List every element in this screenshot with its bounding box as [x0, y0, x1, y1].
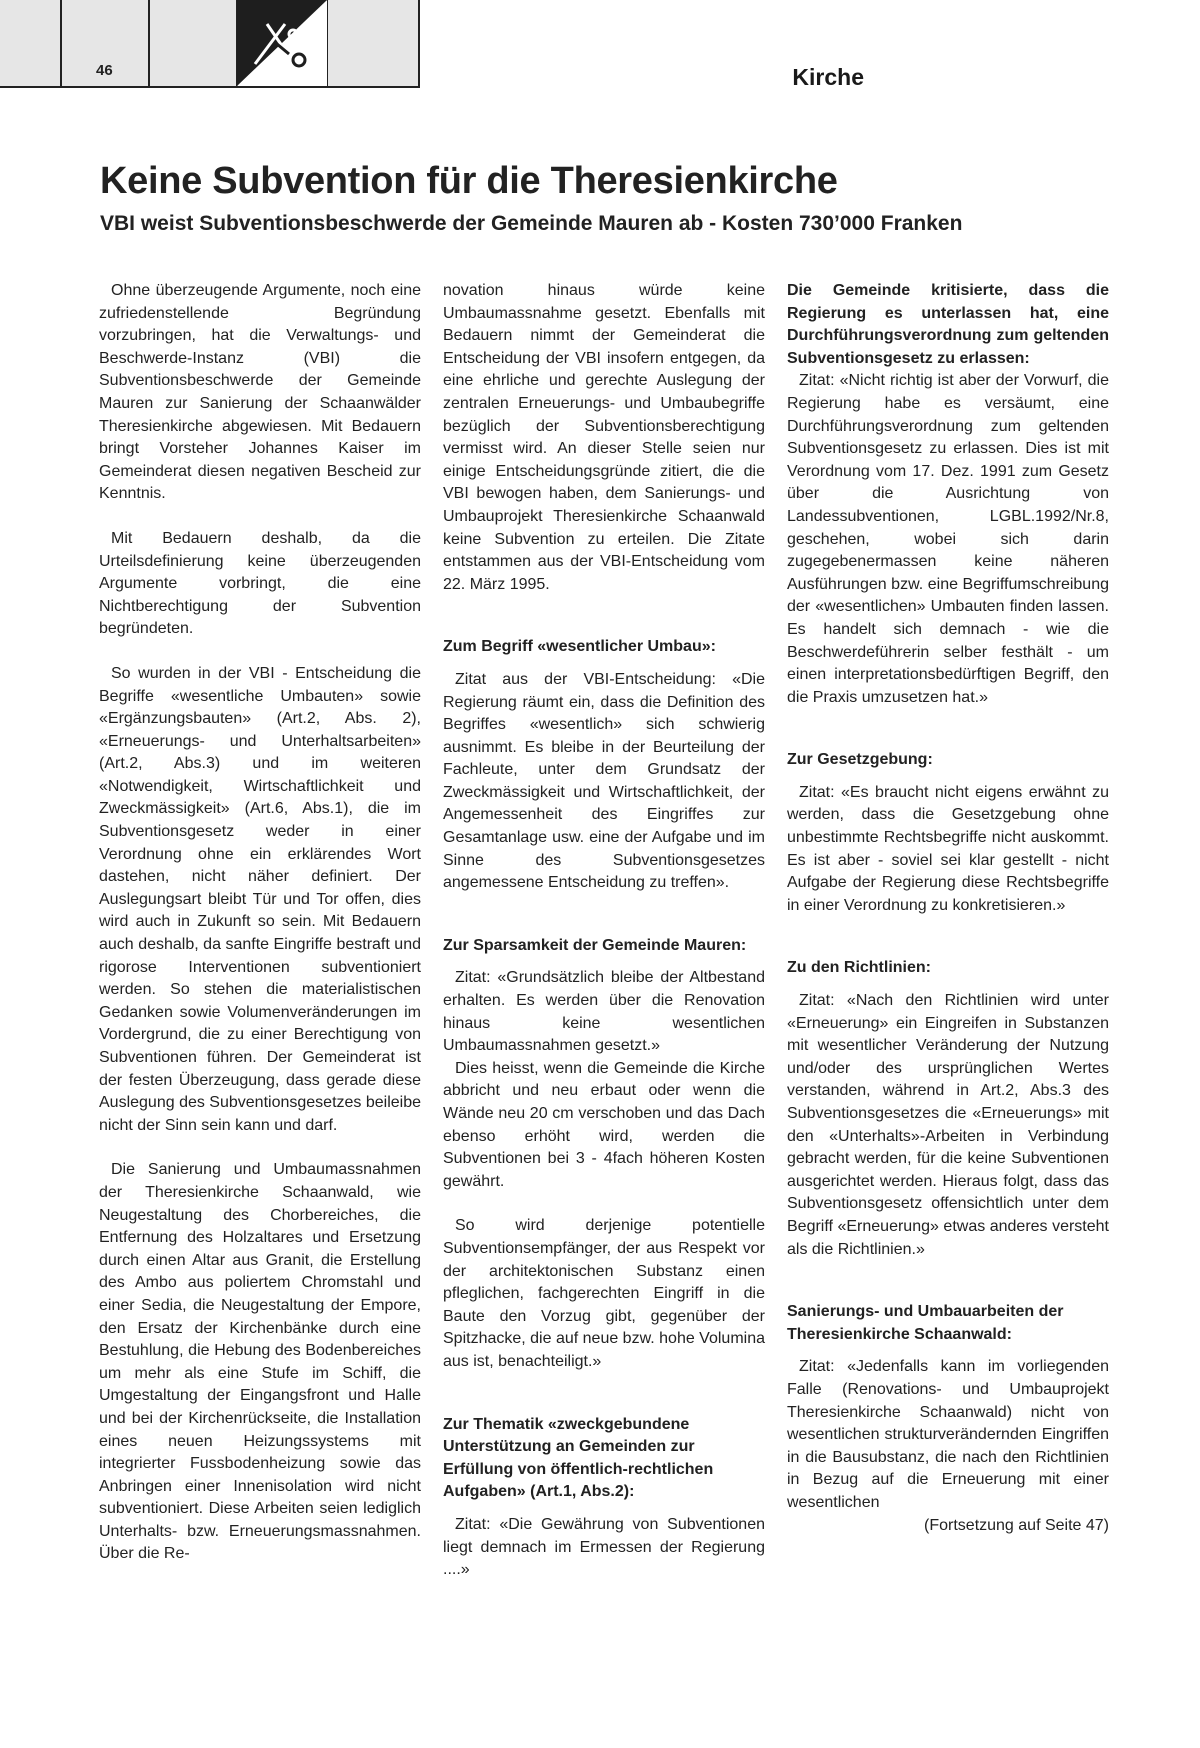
paragraph: Zitat aus der VBI-Entscheidung: «Die Regierung räumt ein, dass die Definition des Begriffes «wesentlich» sich schwierig ausnimmt. Es bleibe in der Beurteilung der Fachleute, unter dem Grundsatz der Zweckmässigkeit und Wirtschaftlichkeit, der Angemessenheit des Eingriffes zur Gesamtanlage usw. eine der Aufgabe und im Sinne des Subventionsgesetzes angemessene Entscheidung zu treffen».: [443, 670, 765, 892]
column-2: [443, 280, 765, 1582]
paragraph: Mit Bedauern deshalb, da die Urteilsdefinierung keine überzeugenden Argumente vorbringt, die eine Nichtberechtigung der Subvention begründeten.: [99, 529, 421, 638]
subheading: Die Gemeinde kritisierte, dass die Regierung es unterlassen hat, eine Durchführungsverordnung zum geltenden Subventionsgesetz zu erlassen:: [787, 282, 1109, 367]
header-bar: [0, 0, 420, 88]
article-subtitle: VBI weist Subventionsbeschwerde der Gemeinde Mauren ab - Kosten 730’000 Franken: [100, 212, 963, 235]
subheading: Zur Thematik «zweckgebundene Unterstützung an Gemeinden zur Erfüllung von öffentlich-rechtlichen Aufgaben» (Art.1, Abs.2):: [443, 1415, 714, 1501]
subheading: Zur Sparsamkeit der Gemeinde Mauren:: [443, 936, 747, 954]
header-divider: [148, 0, 150, 86]
coat-of-arms-icon: [237, 0, 327, 86]
paragraph: novation hinaus würde keine Umbaumassnahme gesetzt. Ebenfalls mit Bedauern nimmt der Gemeinderat die Entscheidung der VBI insofern entgegen, da eine ehrliche und gerechte Auslegung der zentralen Erneuerungs- und Umbaubegriffe bezüglich der Subventionsberechtigung vermisst wird. An dieser Stelle seien nur einige Entscheidungsgründe zitiert, die die VBI bewogen haben, dem Sanierungs- und Umbauprojekt Theresienkirche Schaanwald keine Subvention zu erteilen. Die Zitate entstammen aus der VBI-Entscheidung vom 22. März 1995.: [443, 282, 765, 593]
section-label: Kirche: [792, 64, 864, 90]
paragraph: Ohne überzeugende Argumente, noch eine zufriedenstellende Begründung vorzubringen, hat die Verwaltungs- und Beschwerde-Instanz (VBI) die Subventionsbeschwerde der Gemeinde Mauren zur Sanierung der Schaanwälder Theresienkirche abgewiesen. Mit Bedauern bringt Vorsteher Johannes Kaiser im Gemeinderat diesen negativen Bescheid zur Kenntnis.: [99, 282, 421, 503]
article-title: Keine Subvention für die Theresienkirche: [100, 160, 838, 202]
subheading: Zu den Richtlinien:: [787, 959, 931, 977]
header-divider: [418, 0, 420, 86]
paragraph: Zitat: «Grundsätzlich bleibe der Altbestand erhalten. Es werden über die Renovation hinaus keine wesentlichen Umbaumassnahmen gesetzt.»: [443, 969, 765, 1055]
subheading: Zur Gesetzgebung:: [787, 751, 933, 769]
continuation-note: (Fortsetzung auf Seite 47): [924, 1516, 1109, 1534]
page-number: 46: [96, 62, 113, 79]
header-divider: [60, 0, 62, 86]
paragraph: So wird derjenige potentielle Subventionsempfänger, der aus Respekt vor der architektonischen Substanz einen pfleglichen, fachgerechten Eingriff in die Baute den Vorzug gibt, gegenüber der Spitzhacke, die auf neue bzw. hohe Volumina aus ist, benachteiligt.»: [443, 1217, 765, 1370]
paragraph: Zitat: «Es braucht nicht eigens erwähnt zu werden, dass die Gesetzgebung ohne unbestimmte Rechtsbegriffe nicht auskommt. Es ist aber - soviel sei klar gestellt - nicht Aufgabe der Regierung diese Rechtsbegriffe in einer Verordnung zu konkretisieren.»: [787, 783, 1109, 914]
column-1: [99, 280, 421, 1566]
paragraph: Die Sanierung und Umbaumassnahmen der Theresienkirche Schaanwald, wie Neugestaltung des Chorbereiches, die Entfernung des Holzaltares und Ersetzung durch einen Altar aus Granit, die Erstellung des Ambo aus poliertem Chromstahl und einer Sedia, die Neugestaltung der Empore, den Ersatz der Kirchenbänke durch eine Bestuhlung, die Hebung des Bodenbereiches um mehr als eine Stufe im Schiff, die Umgestaltung der Eingangsfront und Halle und bei der Kirchenrückseite, die Installation eines neuen Heizungssystems mit integrierter Fussbodenheizung sowie das Anbringen einer Innenisolation wird nicht subventioniert. Diese Arbeiten seien lediglich Unterhalts- bzw. Erneuerungsmassnahmen. Über die Re-: [99, 1161, 421, 1563]
subheading: Sanierungs- und Umbauarbeiten der Theresienkirche Schaanwald:: [787, 1303, 1064, 1343]
paragraph: Zitat: «Die Gewährung von Subventionen liegt demnach im Ermessen der Regierung ....»: [443, 1515, 765, 1579]
paragraph: So wurden in der VBI - Entscheidung die Begriffe «wesentliche Umbauten» sowie «Ergänzungsbauten» (Art.2, Abs. 2), «Erneuerungs- und Unterhaltsarbeiten» (Art.2, Abs.3) und im weiteren «Notwendigkeit, Wirtschaftlichkeit und Zweckmässigkeit» (Art.6, Abs.1), die im Subventionsgesetz weder in einer Verordnung ohne ein erklärendes Wort dastehen, nicht näher definiert. Der Auslegungsart bleibt Tür und Tor offen, dies wird auch in Zukunft so sein. Mit Bedauern auch deshalb, da sanfte Eingriffe bestraft und rigorose Interventionen subventioniert werden. So stehen die materialistischen Gedanken sowie Volumenveränderungen im Vordergrund, die zu einer Berechtigung von Subventionen führen. Der Gemeinderat ist der festen Überzeugung, dass gerade diese Auslegung des Subventionsgesetzes beileibe nicht der Sinn sein kann und darf.: [99, 664, 422, 1134]
subheading: Zum Begriff «wesentlicher Umbau»:: [443, 638, 716, 656]
column-3: [787, 280, 1109, 1537]
paragraph: Zitat: «Nicht richtig ist aber der Vorwurf, die Regierung habe es versäumt, eine Durchführungsverordnung zum geltenden Subventionsgesetz zu erlassen. Dies ist mit Verordnung vom 17. Dez. 1991 zum Gesetz über die Ausrichtung von Landessubventionen, LGBL.1992/Nr.8, geschehen, wobei sich darin zugegebenermassen keine näheren Ausführungen bzw. eine Begriffumschreibung der «wesentlichen» Umbauten finden lassen. Es handelt sich demnach - wie die Beschwerdeführerin selber festhält - um einen interpretationsbedürftigen Begriff, den die Praxis umzusetzen hat.»: [787, 372, 1109, 706]
paragraph: Zitat: «Nach den Richtlinien wird unter «Erneuerung» ein Eingreifen in Substanzen mit wesentlicher Veränderung der Nutzung und/oder des ursprünglichen Wertes verstanden, während in Art.2, Abs.3 des Subventionsgesetzes die «Erneuerungs» mit den «Unterhalts»-Arbeiten in Verbindung gebracht werden, für die keine Subventionen ausgerichtet werden. Hieraus folgt, dass das Subventionsgesetz offensichtlich unter dem Begriff «Erneuerung» etwas anderes versteht als die Richtlinien.»: [787, 992, 1109, 1258]
paragraph: Dies heisst, wenn die Gemeinde die Kirche abbricht und neu erbaut oder wenn die Wände neu 20 cm verschoben und das Dach ebenso erhöht wird, werden die Subventionen bei 3 - 4fach höheren Kosten gewährt.: [443, 1059, 765, 1190]
paragraph: Zitat: «Jedenfalls kann im vorliegenden Falle (Renovations- und Umbauprojekt Theresienkirche Schaanwald) nicht von wesentlichen strukturverändernden Eingriffen in die Bausubstanz, die nach den Richtlinien in Bezug auf die Erneuerung mit einer wesentlichen: [787, 1358, 1109, 1511]
